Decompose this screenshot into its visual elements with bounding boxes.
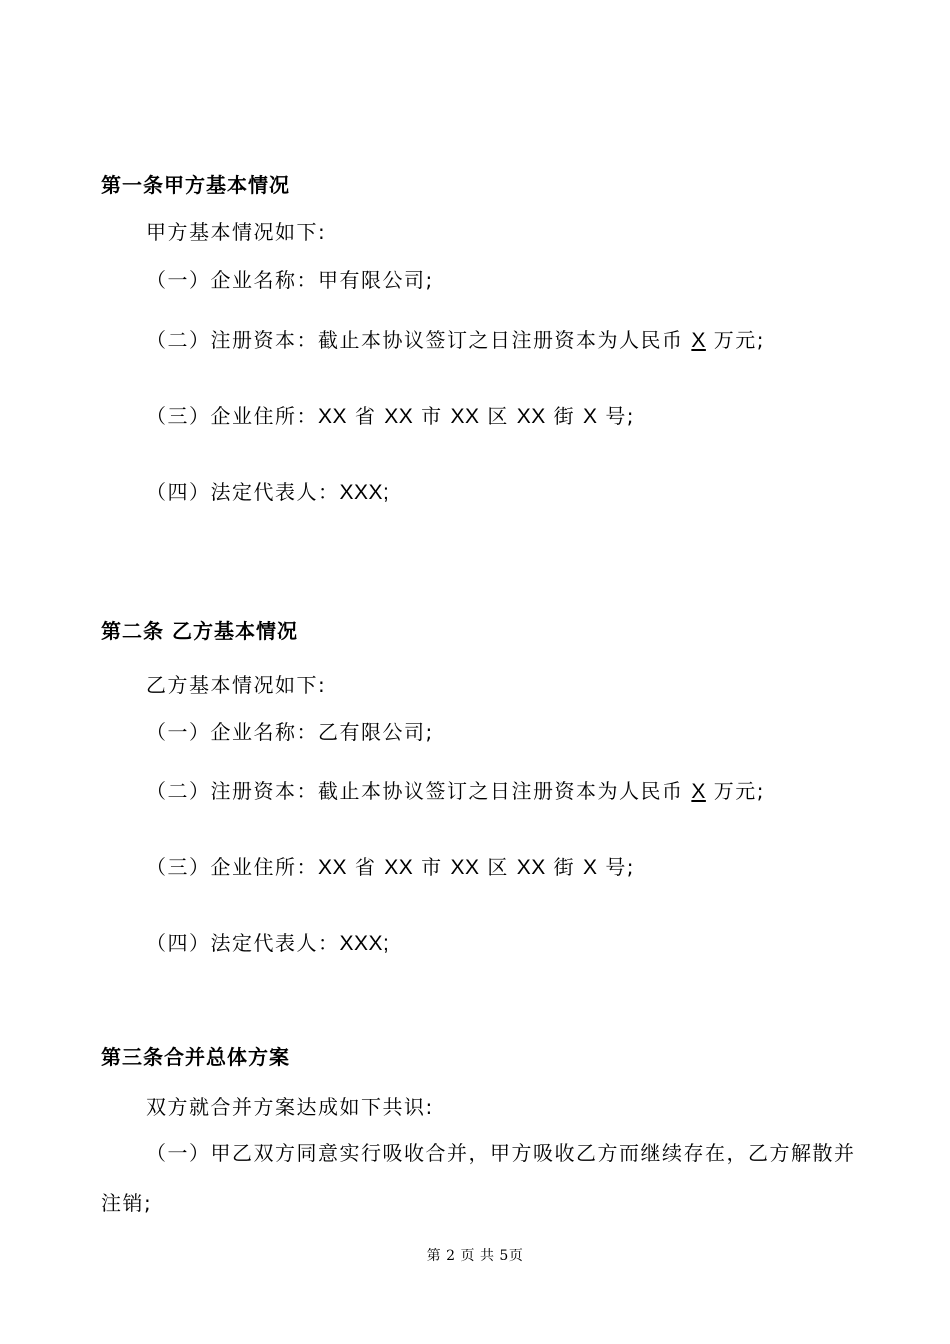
section3-heading: 第三条合并总体方案: [101, 1045, 290, 1069]
section1-registered-capital: [146, 326, 765, 355]
address-street: 街: [553, 855, 576, 879]
section3-intro: 双方就合并方案达成如下共识:: [146, 1095, 434, 1119]
section2-address: [146, 853, 635, 882]
representative-label: （四）法定代表人：: [146, 480, 340, 504]
page-unit: 页: [460, 1248, 475, 1264]
section3-item1-line2: 注销;: [101, 1191, 153, 1215]
address-street: 街: [553, 404, 576, 428]
capital-amount: X: [691, 329, 706, 352]
section1-heading: 第一条甲方基本情况: [101, 173, 290, 197]
address-label: （三）企业住所：: [146, 855, 318, 879]
section2-registered-capital: [146, 777, 765, 806]
address-district-code: XX: [450, 856, 480, 879]
address-city-code: XX: [384, 405, 414, 428]
address-city-code: XX: [384, 856, 414, 879]
capital-label: （二）注册资本：截止本协议签订之日注册资本为人民币: [146, 328, 684, 352]
address-province-code: XX: [318, 856, 348, 879]
address-number: 号;: [605, 855, 636, 879]
page-number: 2: [446, 1248, 456, 1264]
section2-heading: 第二条 乙方基本情况: [101, 619, 298, 643]
total-pages: 5: [499, 1248, 509, 1264]
total-label: 共: [479, 1248, 495, 1264]
section2-company-name: （一）企业名称：乙有限公司;: [146, 720, 434, 744]
section1-company-name: （一）企业名称：甲有限公司;: [146, 268, 434, 292]
section1-intro: 甲方基本情况如下:: [146, 220, 327, 244]
address-number-code: X: [582, 405, 598, 428]
address-street-code: XX: [516, 405, 546, 428]
address-district-code: XX: [450, 405, 480, 428]
address-city: 市: [421, 404, 443, 428]
section2-legal-representative: [146, 929, 389, 958]
address-street-code: XX: [516, 856, 546, 879]
page-label: 第: [426, 1248, 442, 1264]
total-unit: 页: [508, 1248, 524, 1264]
page-footer: [0, 1246, 950, 1266]
address-province: 省: [354, 855, 377, 879]
capital-label: （二）注册资本：截止本协议签订之日注册资本为人民币: [146, 779, 684, 803]
representative-label: （四）法定代表人：: [146, 931, 340, 955]
address-province: 省: [354, 404, 377, 428]
capital-unit: 万元;: [713, 779, 765, 803]
address-label: （三）企业住所：: [146, 404, 318, 428]
address-number-code: X: [582, 856, 598, 879]
address-district: 区: [487, 855, 509, 879]
address-province-code: XX: [318, 405, 348, 428]
address-number: 号;: [605, 404, 636, 428]
capital-amount: X: [691, 780, 706, 803]
section1-address: [146, 402, 635, 431]
section2-intro: 乙方基本情况如下:: [146, 673, 327, 697]
section3-item1-line1: （一）甲乙双方同意实行吸收合并，甲方吸收乙方而继续存在，乙方解散并: [146, 1141, 856, 1165]
capital-unit: 万元;: [713, 328, 765, 352]
address-city: 市: [421, 855, 443, 879]
representative-name: XXX;: [339, 481, 390, 504]
address-district: 区: [487, 404, 509, 428]
representative-name: XXX;: [339, 932, 390, 955]
section1-legal-representative: [146, 478, 389, 507]
